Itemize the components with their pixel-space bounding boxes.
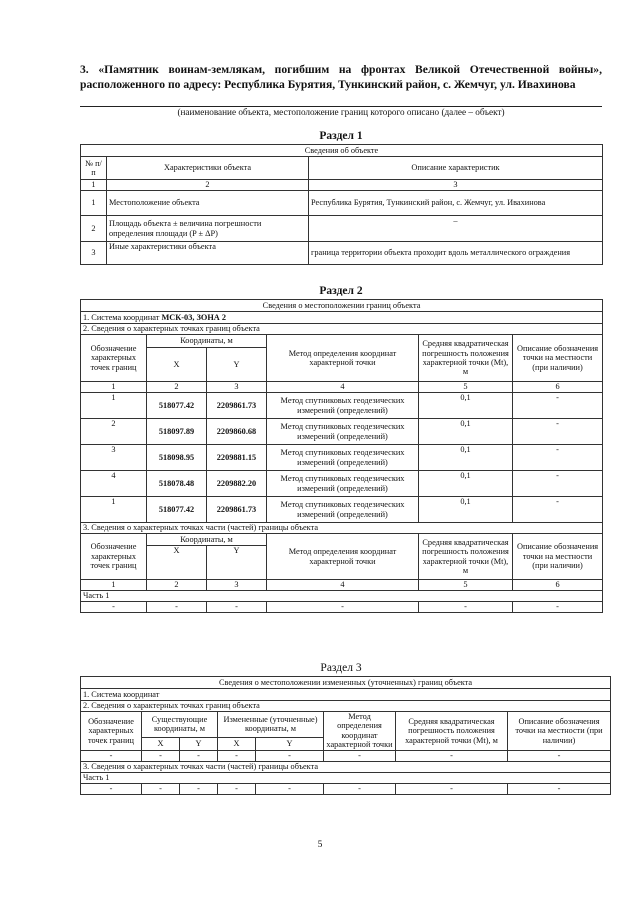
table-row bbox=[81, 191, 603, 216]
point-x: 518077.42 bbox=[147, 497, 207, 523]
point-number: 1 bbox=[81, 497, 147, 523]
existing-coords-header: Существующие координаты, м bbox=[142, 712, 218, 738]
point-error: 0,1 bbox=[419, 419, 513, 445]
row-number: 2 bbox=[81, 216, 107, 242]
method-header: Метод определения координат характерной точки bbox=[324, 712, 396, 751]
empty-cell: - bbox=[256, 783, 324, 794]
row-number: 1 bbox=[81, 191, 107, 216]
method-header: Метод определения координат характерной точки bbox=[267, 335, 419, 382]
table-row bbox=[81, 145, 603, 157]
points-caption: 2. Сведения о характерных точках границ объекта bbox=[81, 701, 611, 712]
empty-cell: - bbox=[396, 750, 508, 761]
description-header: Описание обозначения точки на местности (при наличии) bbox=[513, 534, 603, 580]
table-row bbox=[81, 712, 611, 738]
point-description: - bbox=[513, 471, 603, 497]
index-cell: 5 bbox=[419, 580, 513, 591]
point-method: Метод спутниковых геодезических измерений (определений) bbox=[267, 471, 419, 497]
table-row bbox=[81, 419, 603, 445]
point-error: 0,1 bbox=[419, 445, 513, 471]
point-y: 2209861.73 bbox=[207, 497, 267, 523]
empty-cell: - bbox=[508, 783, 611, 794]
object-heading: 3. «Памятник воинам-землякам, погибшим на фронтах Великой Отечественной войны», расположенного по адресу: Республика Бурятия, Тункинский район, с. Жемчуг, ул. Ивахинова bbox=[80, 63, 602, 91]
empty-cell: - bbox=[147, 602, 207, 613]
col-description-header: Описание характеристик bbox=[309, 157, 603, 180]
y-header: Y bbox=[207, 546, 267, 580]
empty-cell: - bbox=[396, 783, 508, 794]
object-heading-note: (наименование объекта, местоположение границ которого описано (далее – объект) bbox=[177, 107, 505, 117]
coords-header: Координаты, м bbox=[147, 335, 267, 348]
point-number: 1 bbox=[81, 393, 147, 419]
table-row bbox=[81, 761, 611, 772]
coordinate-system: 1. Система координат bbox=[81, 689, 611, 701]
x-header: X bbox=[147, 546, 207, 580]
table-row bbox=[81, 602, 603, 613]
index-cell: 6 bbox=[513, 580, 603, 591]
table-row bbox=[81, 750, 611, 761]
y-header: Y bbox=[207, 348, 267, 382]
table-row bbox=[81, 393, 603, 419]
empty-cell: - bbox=[180, 783, 218, 794]
point-description: - bbox=[513, 445, 603, 471]
table-row bbox=[81, 382, 603, 393]
section2-caption: Сведения о местоположении границ объекта bbox=[81, 300, 603, 312]
point-error: 0,1 bbox=[419, 497, 513, 523]
point-number: 4 bbox=[81, 471, 147, 497]
error-header: Средняя квадратическая погрешность положения характерной точки (Mt), м bbox=[396, 712, 508, 751]
empty-cell: - bbox=[81, 783, 142, 794]
characteristic-name: Местоположение объекта bbox=[107, 191, 309, 216]
table-row bbox=[81, 497, 603, 523]
description-header: Описание обозначения точки на местности (при наличии) bbox=[513, 335, 603, 382]
x-header: X bbox=[218, 737, 256, 750]
section3-table bbox=[80, 676, 611, 795]
section1-title: Раздел 1 bbox=[319, 130, 363, 142]
table-row bbox=[81, 689, 611, 701]
x-header: X bbox=[147, 348, 207, 382]
index-cell: 5 bbox=[419, 382, 513, 393]
point-x: 518097.89 bbox=[147, 419, 207, 445]
table-row bbox=[81, 534, 603, 546]
section2-table bbox=[80, 299, 603, 613]
y-header: Y bbox=[256, 737, 324, 750]
index-cell: 3 bbox=[309, 180, 603, 191]
coords-header: Координаты, м bbox=[147, 534, 267, 546]
table-row bbox=[81, 216, 603, 242]
error-header: Средняя квадратическая погрешность положения характерной точки (Mt), м bbox=[419, 534, 513, 580]
empty-cell: - bbox=[513, 602, 603, 613]
point-number: 2 bbox=[81, 419, 147, 445]
part-label: Часть 1 bbox=[81, 772, 611, 783]
point-error: 0,1 bbox=[419, 393, 513, 419]
empty-cell: - bbox=[81, 750, 142, 761]
point-description: - bbox=[513, 419, 603, 445]
col-characteristics-header: Характеристики объекта bbox=[107, 157, 309, 180]
description-header: Описание обозначения точки на местности (при наличии) bbox=[508, 712, 611, 751]
table-row bbox=[81, 471, 603, 497]
table-row bbox=[81, 312, 603, 324]
point-method: Метод спутниковых геодезических измерений (определений) bbox=[267, 419, 419, 445]
index-cell: 3 bbox=[207, 382, 267, 393]
point-method: Метод спутниковых геодезических измерений (определений) bbox=[267, 497, 419, 523]
table-row bbox=[81, 772, 611, 783]
section3-title: Раздел 3 bbox=[320, 662, 362, 674]
table-row bbox=[81, 701, 611, 712]
page-number: 5 bbox=[317, 840, 323, 850]
table-row bbox=[81, 523, 603, 534]
y-header: Y bbox=[180, 737, 218, 750]
section3-caption: Сведения о местоположении измененных (уточненных) границ объекта bbox=[81, 677, 611, 689]
point-x: 518098.95 bbox=[147, 445, 207, 471]
point-method: Метод спутниковых геодезических измерений (определений) bbox=[267, 393, 419, 419]
point-x: 518077.42 bbox=[147, 393, 207, 419]
table-row bbox=[81, 783, 611, 794]
x-header: X bbox=[142, 737, 180, 750]
point-y: 2209861.73 bbox=[207, 393, 267, 419]
empty-cell: - bbox=[419, 602, 513, 613]
index-cell: 3 bbox=[207, 580, 267, 591]
index-cell: 1 bbox=[81, 580, 147, 591]
table-row bbox=[81, 180, 603, 191]
parts-caption: 3. Сведения о характерных точках части (частей) границы объекта bbox=[81, 761, 611, 772]
index-cell: 2 bbox=[147, 382, 207, 393]
point-x: 518078.48 bbox=[147, 471, 207, 497]
table-row bbox=[81, 445, 603, 471]
characteristic-value: Республика Бурятия, Тункинский район, с. Жемчуг, ул. Ивахинова bbox=[309, 191, 603, 216]
coordinate-system-value: МСК-03, ЗОНА 2 bbox=[161, 312, 226, 322]
coordinate-system bbox=[81, 312, 603, 324]
point-description: - bbox=[513, 393, 603, 419]
point-header: Обозначение характерных точек границ bbox=[81, 335, 147, 382]
table-row bbox=[81, 335, 603, 348]
table-row bbox=[81, 242, 603, 265]
index-cell: 4 bbox=[267, 580, 419, 591]
characteristic-value: – bbox=[309, 216, 603, 242]
section1-table bbox=[80, 144, 603, 265]
empty-cell: - bbox=[508, 750, 611, 761]
coordinate-system-label: 1. Система координат bbox=[83, 312, 160, 322]
point-method: Метод спутниковых геодезических измерений (определений) bbox=[267, 445, 419, 471]
empty-cell: - bbox=[218, 783, 256, 794]
index-cell: 2 bbox=[107, 180, 309, 191]
table-row bbox=[81, 157, 603, 180]
table-row bbox=[81, 591, 603, 602]
method-header: Метод определения координат характерной точки bbox=[267, 534, 419, 580]
index-cell: 6 bbox=[513, 382, 603, 393]
point-y: 2209860.68 bbox=[207, 419, 267, 445]
index-cell: 1 bbox=[81, 180, 107, 191]
empty-cell: - bbox=[207, 602, 267, 613]
empty-cell: - bbox=[142, 750, 180, 761]
section2-title: Раздел 2 bbox=[319, 285, 363, 297]
parts-caption: 3. Сведения о характерных точках части (частей) границы объекта bbox=[81, 523, 603, 534]
point-y: 2209881.15 bbox=[207, 445, 267, 471]
points-caption: 2. Сведения о характерных точках границ объекта bbox=[81, 324, 603, 335]
index-cell: 2 bbox=[147, 580, 207, 591]
empty-cell: - bbox=[180, 750, 218, 761]
point-y: 2209882.20 bbox=[207, 471, 267, 497]
characteristic-name: Площадь объекта ± величина погрешности определения площади (P ± ΔP) bbox=[107, 216, 309, 242]
characteristic-name: Иные характеристики объекта bbox=[107, 242, 309, 265]
empty-cell: - bbox=[267, 602, 419, 613]
empty-cell: - bbox=[256, 750, 324, 761]
point-error: 0,1 bbox=[419, 471, 513, 497]
point-header: Обозначение характерных точек границ bbox=[81, 712, 142, 751]
empty-cell: - bbox=[218, 750, 256, 761]
error-header: Средняя квадратическая погрешность положения характерной точки (Mt), м bbox=[419, 335, 513, 382]
table-row bbox=[81, 677, 611, 689]
index-cell: 1 bbox=[81, 382, 147, 393]
part-label: Часть 1 bbox=[81, 591, 603, 602]
table-row bbox=[81, 580, 603, 591]
section1-caption: Сведения об объекте bbox=[81, 145, 603, 157]
table-row bbox=[81, 324, 603, 335]
point-number: 3 bbox=[81, 445, 147, 471]
col-number-header: № п/п bbox=[81, 157, 107, 180]
index-cell: 4 bbox=[267, 382, 419, 393]
characteristic-value: граница территории объекта проходит вдоль металлического ограждения bbox=[309, 242, 603, 265]
changed-coords-header: Измененные (уточненные) координаты, м bbox=[218, 712, 324, 738]
row-number: 3 bbox=[81, 242, 107, 265]
empty-cell: - bbox=[324, 783, 396, 794]
point-description: - bbox=[513, 497, 603, 523]
empty-cell: - bbox=[142, 783, 180, 794]
empty-cell: - bbox=[324, 750, 396, 761]
point-header: Обозначение характерных точек границ bbox=[81, 534, 147, 580]
table-row bbox=[81, 300, 603, 312]
empty-cell: - bbox=[81, 602, 147, 613]
